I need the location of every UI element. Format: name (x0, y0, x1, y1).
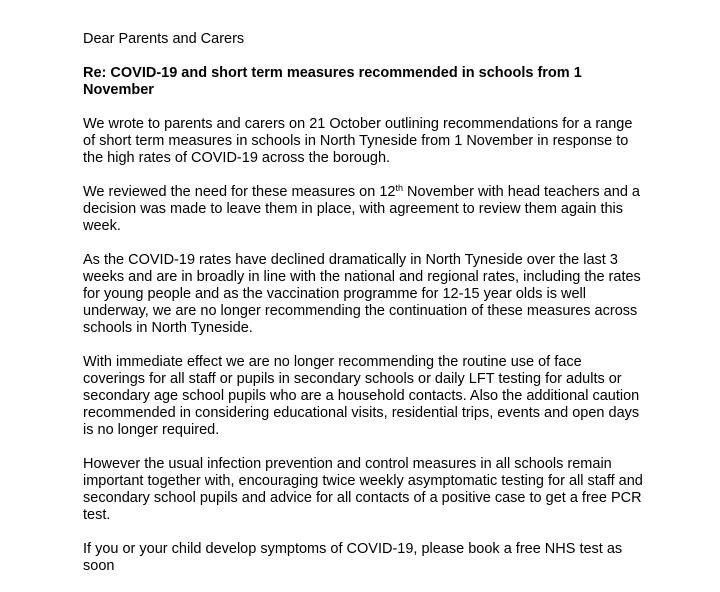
paragraph-2-text-start: We reviewed the need for these measures on 12 (83, 184, 396, 200)
paragraph-3: As the COVID-19 rates have declined dramatically in North Tyneside over the last 3 weeks and are in broadly in line with the national and regional rates, including the rates for young people and as the vaccination programme for 12-15 year olds is well underway, we are no longer recommending the continuation of these measures across schools in North Tyneside. (83, 252, 641, 336)
subject-heading: Re: COVID-19 and short term measures recommended in schools from 1 November (83, 65, 582, 98)
letter-body (83, 31, 643, 592)
salutation: Dear Parents and Carers (83, 31, 245, 47)
paragraph-5: However the usual infection prevention and control measures in all schools remain important together with, encouraging twice weekly asymptomatic testing for all staff and secondary school pupils and advice for all contacts of a positive case to get a free PCR test. (83, 456, 643, 523)
ordinal-superscript: th (395, 183, 403, 193)
paragraph-6: If you or your child develop symptoms of COVID-19, please book a free NHS test as soon (83, 541, 623, 574)
paragraph-1: We wrote to parents and carers on 21 October outlining recommendations for a range of short term measures in schools in North Tyneside from 1 November in response to the high rates of COVID-19 across the borough. (83, 116, 633, 166)
paragraph-4: With immediate effect we are no longer recommending the routine use of face coverings for all staff or pupils in secondary schools or daily LFT testing for adults or secondary age school pupils who are a household contacts. Also the additional caution recommended in considering educational visits, residential trips, events and open days is no longer required. (83, 354, 640, 438)
paragraph-2-text-end: November with head teachers and a decision was made to leave them in place, with agreement to review them again this week. (83, 184, 640, 234)
paragraph-2 (83, 184, 643, 235)
